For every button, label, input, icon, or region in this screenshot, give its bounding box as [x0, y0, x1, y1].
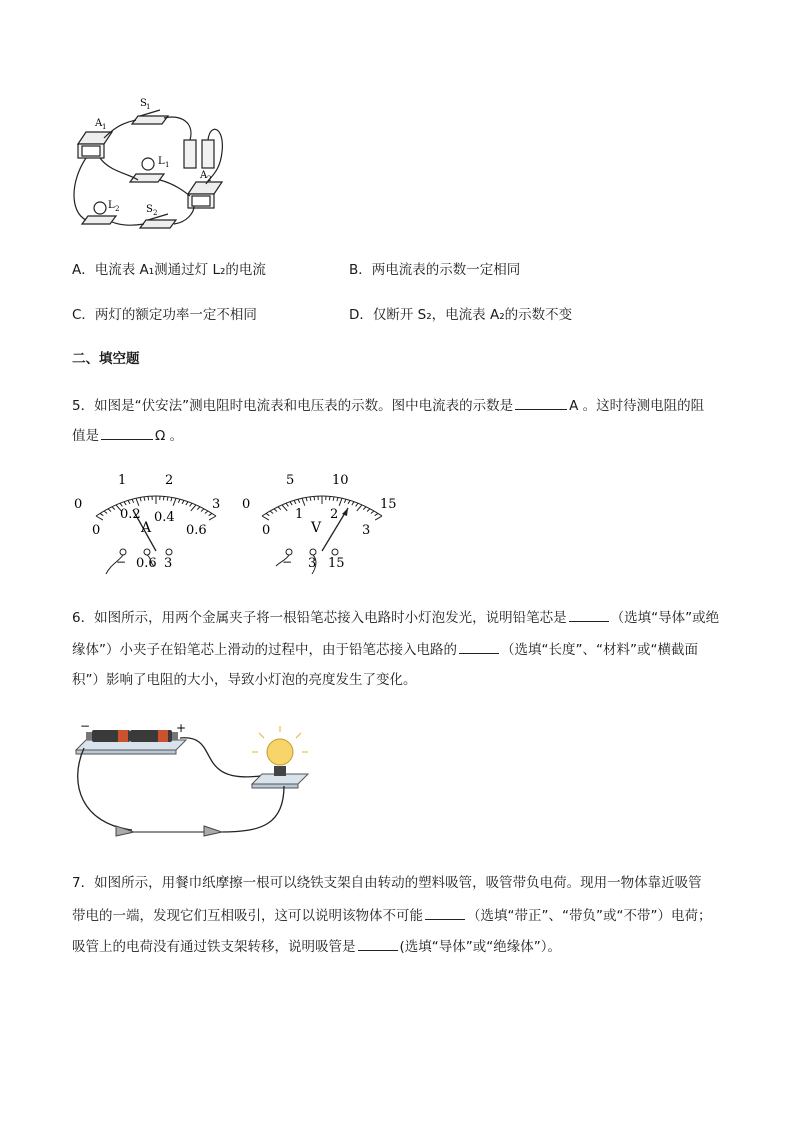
ammeter-tick — [140, 497, 141, 501]
voltmeter-tick — [262, 516, 269, 520]
voltmeter-tick — [294, 500, 296, 504]
metal-clips — [116, 826, 222, 836]
voltmeter-lower-2: 2 — [330, 507, 339, 522]
ammeter-terminal-3: 3 — [164, 556, 173, 571]
battery-holder — [76, 730, 186, 754]
voltmeter-tick — [333, 497, 334, 501]
q5-line1-after: A 。这时待测电阻的阻 — [569, 398, 705, 414]
voltmeter-tick — [371, 511, 374, 513]
ammeter-tick — [148, 496, 149, 500]
meters-figure — [66, 466, 416, 584]
voltmeter-tick — [356, 503, 358, 506]
option-a: A．电流表 A₁测通过灯 L₂的电流 — [72, 262, 266, 278]
label-a1: A — [95, 118, 103, 129]
q6-line2-before: 缘体”）小夹子在铅笔芯上滑动的过程中，由于铅笔芯接入电路的 — [72, 642, 457, 658]
voltmeter-tick — [337, 497, 338, 501]
option-b: B．两电流表的示数一定相同 — [349, 262, 521, 278]
q7-line1: 7．如图所示，用餐巾纸摩擦一根可以绕铁支架自由转动的塑料吸管，吸管带负电荷。现用一物体靠近吸管 — [72, 875, 702, 891]
ammeter-tick — [100, 513, 103, 515]
ammeter-tick — [173, 498, 176, 505]
voltmeter-tick — [348, 500, 350, 504]
q5-line2-after: Ω 。 — [155, 428, 184, 444]
ammeter-lower-3: 0.6 — [186, 523, 207, 538]
ammeter-tick — [178, 499, 180, 503]
ammeter-tick — [205, 511, 208, 513]
q7-line2-after: （选填“带正”、“带负”或“不带”）电荷； — [467, 908, 712, 924]
voltmeter-tick — [339, 498, 342, 505]
ammeter-tick — [209, 513, 212, 515]
ammeter-tick — [144, 497, 145, 501]
pencil-lead-circuit-figure — [72, 714, 322, 844]
ammeter-tick — [209, 516, 216, 520]
ammeter-lower-2: 0.4 — [154, 510, 175, 525]
voltmeter-tick — [352, 502, 354, 505]
q6-line2-after: （选填“长度”、“材料”或“横截面 — [501, 642, 698, 658]
ammeter-tick — [191, 505, 196, 511]
q7-line3-before: 吸管上的电荷没有通过铁支架转移，说明吸管是 — [72, 939, 356, 955]
ammeter-tick — [182, 500, 184, 504]
label-s1-sub: 1 — [146, 103, 151, 111]
label-l2: L — [108, 200, 115, 211]
voltmeter-tick — [302, 498, 305, 505]
q6-line1-after: （选填“导体”或绝 — [610, 610, 720, 626]
ammeter-tick — [163, 496, 164, 500]
ammeter-tick — [186, 502, 188, 505]
ammeter-upper-3: 3 — [212, 497, 221, 512]
ammeter-tick — [167, 497, 168, 501]
voltmeter-lower-0: 0 — [262, 523, 271, 538]
q6-answer-blank-1[interactable] — [569, 607, 609, 622]
ammeter-unit: A — [141, 520, 152, 536]
voltmeter-tick — [357, 505, 362, 511]
q7-line3-after: (选填“导体”或“绝缘体”）。 — [399, 939, 561, 955]
voltmeter-tick — [375, 516, 382, 520]
voltmeter-tick — [375, 513, 378, 515]
ammeter-upper-2: 2 — [165, 473, 174, 488]
q6-line3: 积”）影响了电阻的大小，导致小灯泡的亮度发生了变化。 — [72, 672, 417, 688]
voltmeter-tick — [290, 502, 292, 505]
voltmeter-tick — [344, 499, 346, 503]
voltmeter-tick — [329, 496, 330, 500]
voltmeter-terminal-neg: − — [282, 555, 293, 569]
voltmeter-tick — [367, 509, 370, 512]
voltmeter-tick — [270, 511, 273, 513]
option-c: C．两灯的额定功率一定不相同 — [72, 307, 257, 323]
ammeter-tick — [171, 497, 172, 501]
q6-line1-before: 6．如图所示，用两个金属夹子将一根铅笔芯接入电路时小灯泡发光，说明铅笔芯是 — [72, 610, 567, 626]
label-a1-sub: 1 — [102, 123, 107, 131]
ammeter-tick — [124, 502, 126, 505]
q7-line3 — [72, 936, 561, 957]
ammeter-upper-0: 0 — [74, 497, 83, 512]
voltmeter-tick — [278, 507, 281, 510]
voltmeter-unit: V — [311, 520, 322, 536]
voltmeter-tick — [363, 507, 366, 510]
ammeter-tick — [128, 500, 130, 504]
ammeter-terminal-neg: − — [116, 555, 127, 569]
label-l2-sub: 2 — [115, 205, 120, 213]
voltmeter — [242, 473, 397, 574]
ammeter-tick — [120, 503, 122, 506]
q5-answer-blank-1[interactable] — [515, 395, 567, 410]
voltmeter-lower-1: 1 — [295, 507, 304, 522]
voltmeter-upper-10: 10 — [332, 473, 349, 488]
voltmeter-tick — [298, 499, 300, 503]
label-a2: A — [200, 170, 208, 181]
ammeter-lower-1: 0.2 — [120, 507, 141, 522]
ammeter-tick — [201, 509, 204, 512]
q7-line2 — [72, 905, 711, 926]
lamp — [252, 726, 308, 788]
voltmeter-terminal-3: 3 — [308, 556, 317, 571]
ammeter-tick — [104, 511, 107, 513]
label-s2-sub: 2 — [153, 209, 158, 217]
option-d: D．仅断开 S₂，电流表 A₂的示数不变 — [349, 307, 573, 323]
q5-line1 — [72, 395, 704, 416]
ammeter-upper-1: 1 — [118, 473, 127, 488]
ammeter-tick — [190, 503, 192, 506]
label-l1: L — [158, 156, 165, 167]
q5-line1-before: 5．如图是“伏安法”测电阻时电流表和电压表的示数。图中电流表的示数是 — [72, 398, 514, 414]
voltmeter-terminal-15: 15 — [328, 556, 345, 571]
battery-minus-label: − — [80, 719, 91, 733]
voltmeter-upper-15: 15 — [380, 497, 397, 512]
voltmeter-tick — [266, 513, 269, 515]
label-l1-sub: 1 — [165, 161, 170, 169]
q7-line2-before: 带电的一端，发现它们互相吸引，这可以说明该物体不可能 — [72, 908, 423, 924]
voltmeter-tick — [314, 496, 315, 500]
voltmeter-tick — [306, 497, 307, 501]
ammeter — [74, 473, 220, 574]
q6-line1 — [72, 607, 719, 628]
q7-answer-blank-2[interactable] — [358, 936, 398, 951]
label-a2-sub: 2 — [207, 175, 212, 183]
ammeter-terminal-0-6: 0.6 — [136, 556, 157, 571]
circuit-diagram-figure — [60, 92, 260, 242]
voltmeter-upper-0: 0 — [242, 497, 251, 512]
voltmeter-tick — [286, 503, 288, 506]
ammeter-tick — [96, 516, 103, 520]
ammeter-lower-0: 0 — [92, 523, 101, 538]
ammeter-tick — [108, 509, 111, 512]
ammeter-tick — [132, 499, 134, 503]
voltmeter-lower-3: 3 — [362, 523, 371, 538]
q5-line2 — [72, 425, 183, 446]
voltmeter-upper-5: 5 — [286, 473, 295, 488]
q7-answer-blank-1[interactable] — [425, 905, 465, 920]
voltmeter-tick — [310, 497, 311, 501]
voltmeter-tick — [274, 509, 277, 512]
battery-plus-label: + — [176, 721, 187, 735]
q6-line2 — [72, 639, 698, 660]
label-s1: S — [140, 98, 147, 109]
q5-line2-before: 值是 — [72, 428, 99, 444]
label-s2: S — [146, 204, 153, 215]
ammeter-tick — [197, 507, 200, 510]
ammeter-tick — [112, 507, 115, 510]
voltmeter-tick — [282, 505, 287, 511]
ammeter-tick — [136, 498, 139, 505]
q5-answer-blank-2[interactable] — [101, 425, 153, 440]
q6-answer-blank-2[interactable] — [459, 639, 499, 654]
section-title: 二、填空题 — [72, 351, 140, 367]
